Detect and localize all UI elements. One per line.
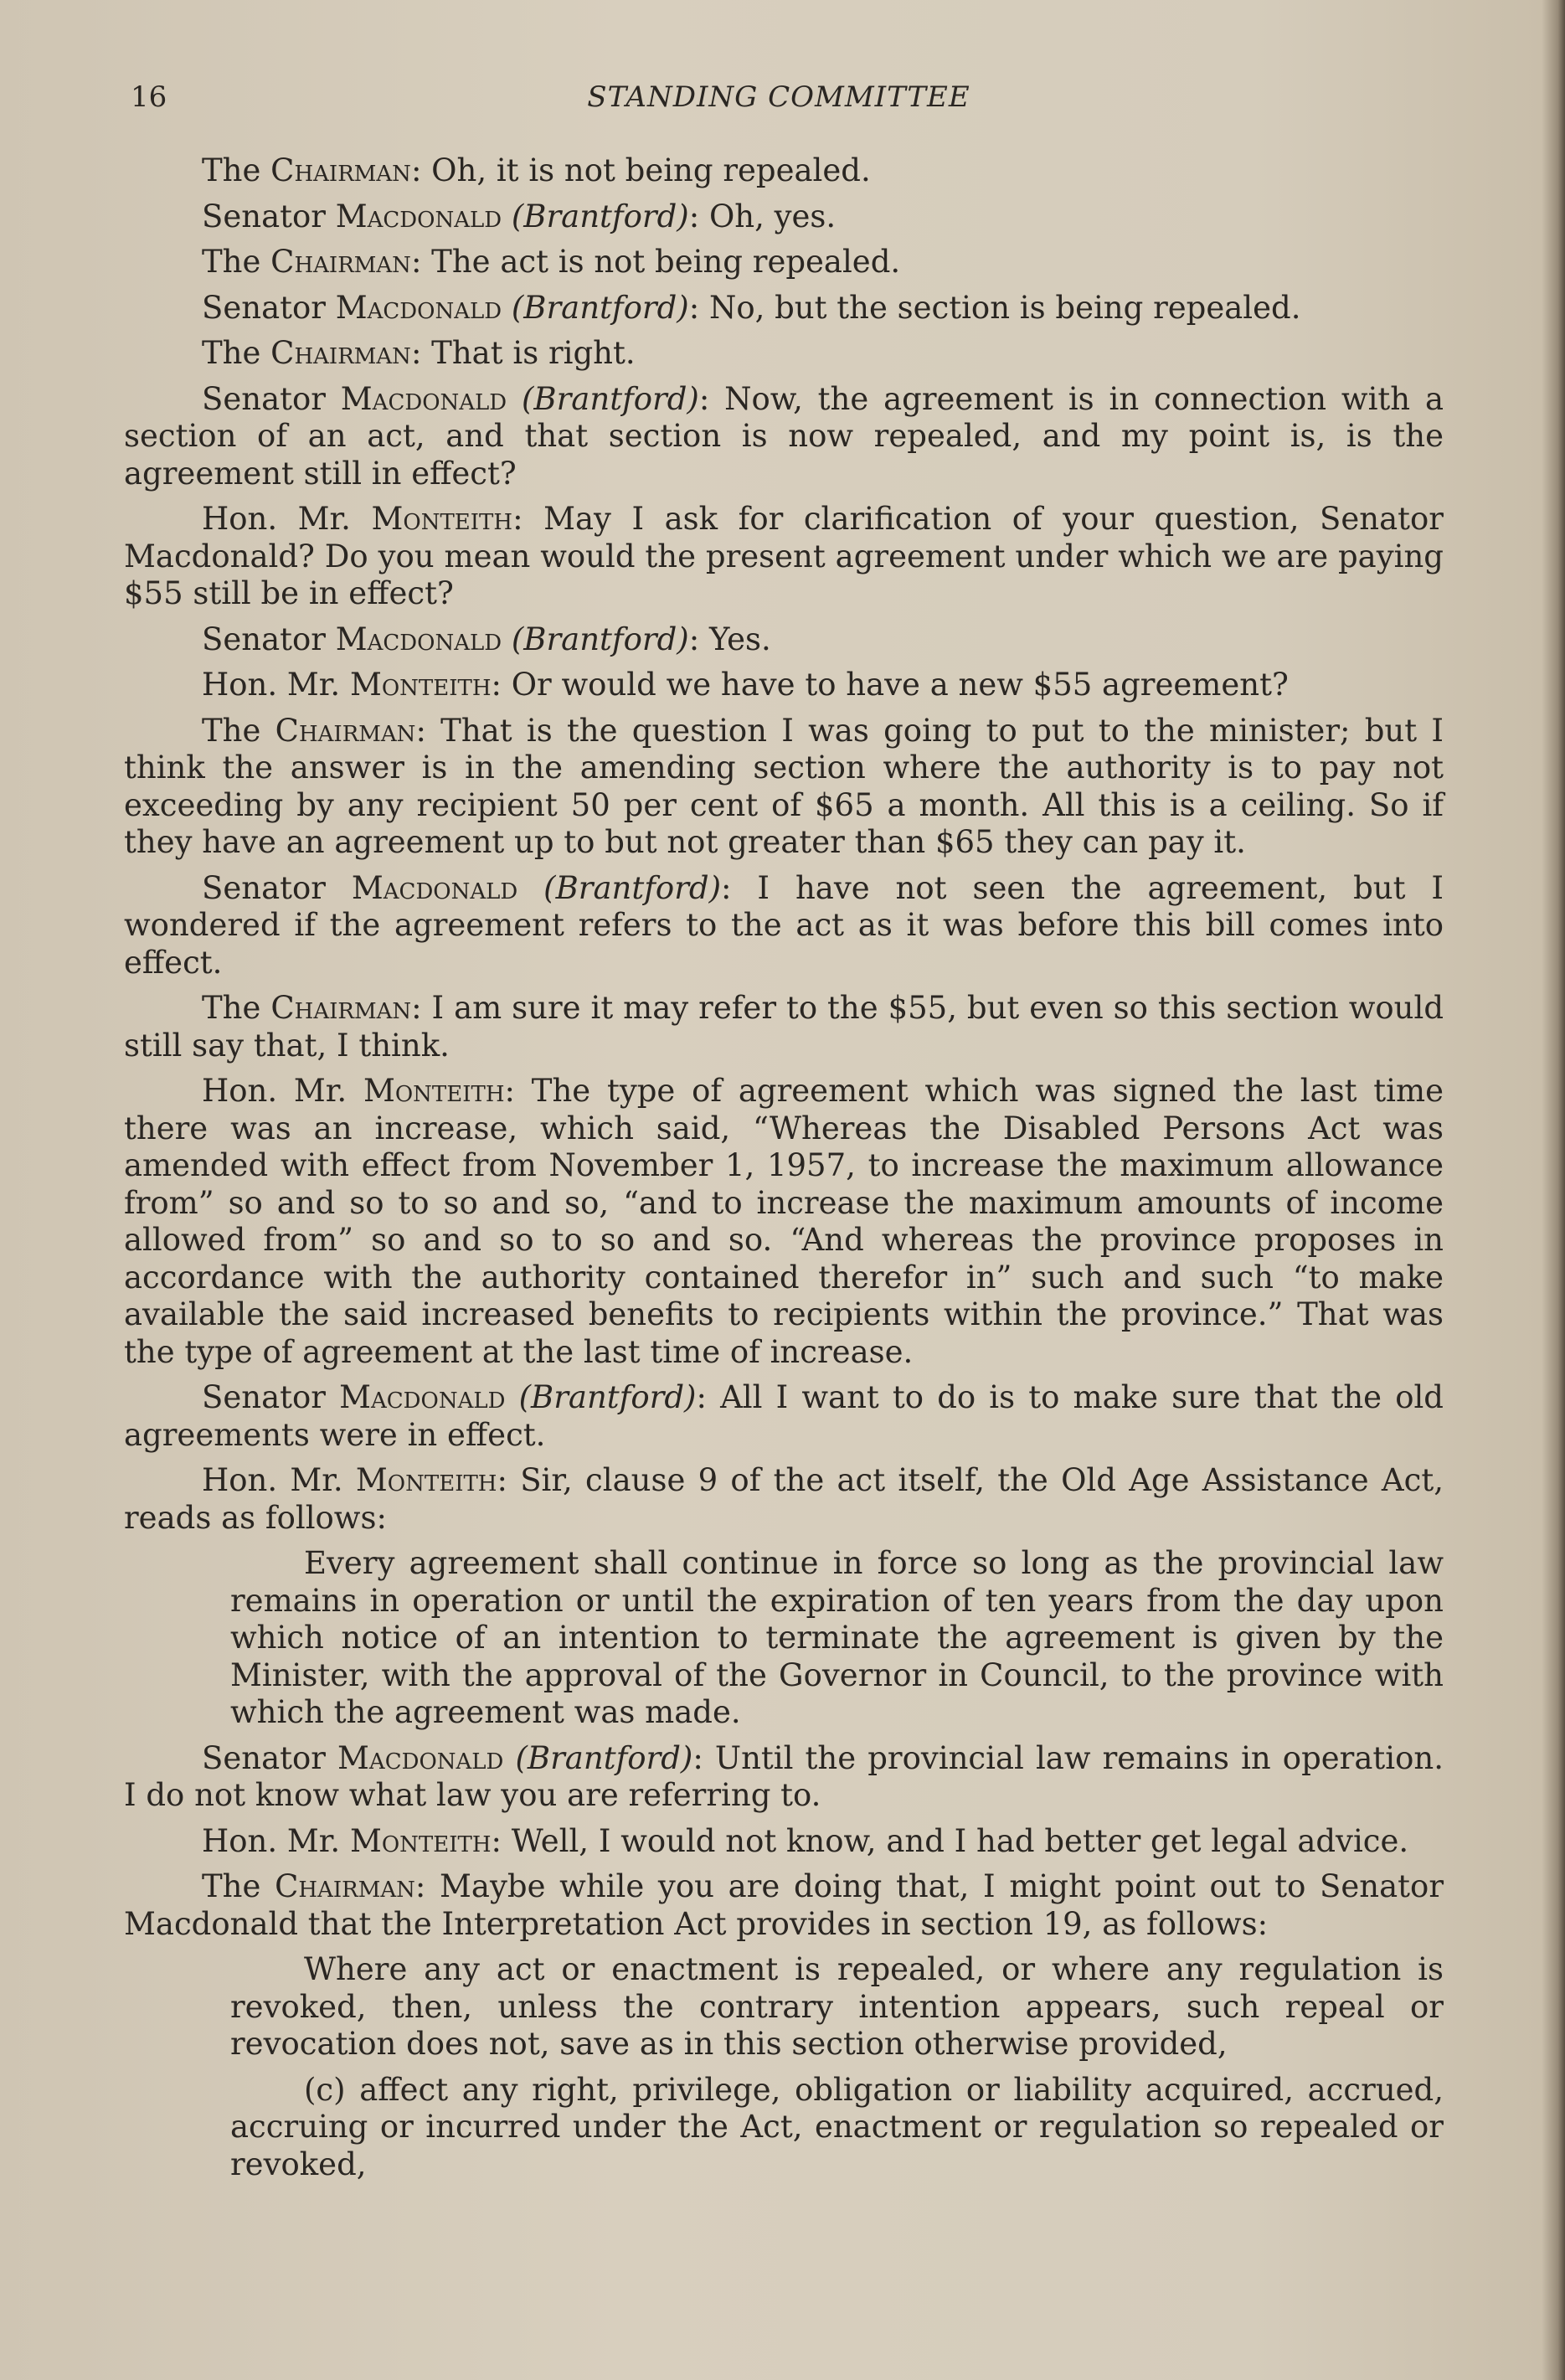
speaker-paragraph <box>124 667 1444 704</box>
speaker-title: The <box>202 1868 275 1904</box>
speaker-name: Chairman <box>270 335 411 371</box>
speaker-name: Macdonald <box>335 621 502 657</box>
transcript-body <box>124 152 1444 2183</box>
speaker-paragraph <box>124 870 1444 982</box>
speaker-paragraph <box>124 1868 1444 1943</box>
speaker-name: Chairman <box>275 1868 415 1904</box>
speaker-title: The <box>202 712 275 749</box>
dialogue-block-2 <box>124 1740 1444 1944</box>
speaker-affiliation: (Brantford) <box>522 380 699 417</box>
speaker-paragraph <box>124 1462 1444 1537</box>
page-edge-shadow <box>1542 0 1565 2380</box>
speaker-name: Macdonald <box>335 198 502 234</box>
speaker-name: Monteith <box>349 1822 492 1859</box>
spoken-text: : Yes. <box>688 621 771 657</box>
speaker-affiliation: (Brantford) <box>511 289 689 326</box>
spoken-text: : That is right. <box>410 335 636 371</box>
speaker-paragraph <box>124 152 1444 190</box>
quoted-clause-9: Every agreement shall continue in force so long as the provincial law remains in operation or until the expiration of ten years from the day upon which notice of an intention to terminate the agreement is given by the Minister, with the approval of the Governor in Council, to the province with which the agreement was made. <box>230 1545 1444 1730</box>
speaker-affiliation: (Brantford) <box>518 1379 697 1415</box>
spoken-text: : Well, I would not know, and I had better get legal advice. <box>491 1822 1409 1859</box>
speaker-title: Senator <box>202 198 336 234</box>
speaker-paragraph <box>124 1740 1444 1815</box>
speaker-paragraph <box>124 290 1444 327</box>
speaker-title: Hon. Mr. <box>202 501 372 537</box>
page-header <box>126 80 1432 122</box>
speaker-name: Macdonald <box>339 1379 506 1415</box>
speaker-title: The <box>202 244 271 280</box>
spoken-text: : That is the question I was going to put to the minister; but I think the answer is in the amending section where the authority is to pay not exceeding by any recipient 50 per cent of $65 a month. All this is a ceiling. So if they have an agreement up to but not greater than $65 they can pay it. <box>124 712 1444 860</box>
speaker-title: Senator <box>202 1379 340 1415</box>
speaker-paragraph <box>124 501 1444 613</box>
speaker-paragraph <box>124 244 1444 281</box>
speaker-title: The <box>202 990 271 1026</box>
spoken-text: : Oh, yes. <box>688 198 837 234</box>
spoken-text: : The act is not being repealed. <box>410 244 901 280</box>
speaker-paragraph <box>124 1073 1444 1371</box>
speaker-title: The <box>202 335 271 371</box>
spoken-text: : Now, the agreement is in connection with a section of an act, and that section is now repealed, and my point is, is the agreement still in effect? <box>124 380 1444 492</box>
speaker-name: Macdonald <box>337 1739 504 1776</box>
speaker-name: Chairman <box>270 152 411 188</box>
speaker-affiliation: (Brantford) <box>543 869 722 906</box>
speaker-paragraph <box>124 1823 1444 1861</box>
spoken-text: : I am sure it may refer to the $55, but even so this section would still say that, I think. <box>124 990 1444 1064</box>
spoken-text: : No, but the section is being repealed. <box>688 289 1301 326</box>
spoken-text: : All I want to do is to make sure that the old agreements were in effect. <box>124 1379 1444 1453</box>
spoken-text: : Or would we have to have a new $55 agreement? <box>491 667 1289 703</box>
speaker-name: Monteith <box>349 667 492 703</box>
speaker-affiliation: (Brantford) <box>511 621 689 657</box>
speaker-paragraph <box>124 198 1444 236</box>
spoken-text: : Until the provincial law remains in operation. I do not know what law you are referring to. <box>124 1739 1444 1813</box>
speaker-paragraph <box>124 1379 1444 1454</box>
speaker-title: Hon. Mr. <box>202 1822 350 1859</box>
speaker-title: Hon. Mr. <box>202 1462 356 1498</box>
speaker-title: Senator <box>202 380 341 417</box>
speaker-name: Chairman <box>270 990 412 1026</box>
speaker-name: Chairman <box>275 712 416 749</box>
speaker-affiliation: (Brantford) <box>515 1739 693 1776</box>
speaker-name: Monteith <box>363 1073 505 1109</box>
spoken-text: : Maybe while you are doing that, I might point out to Senator Macdonald that the Interpretation Act provides in section 19, as follows: <box>124 1868 1444 1942</box>
speaker-name: Monteith <box>371 501 513 537</box>
speaker-name: Chairman <box>270 244 411 280</box>
speaker-title: Hon. Mr. <box>202 1073 363 1109</box>
speaker-name: Macdonald <box>351 869 518 906</box>
speaker-paragraph <box>124 335 1444 373</box>
spoken-text: : Sir, clause 9 of the act itself, the Old Age Assistance Act, reads as follows: <box>124 1462 1444 1536</box>
speaker-paragraph <box>124 381 1444 493</box>
speaker-title: Senator <box>202 1739 338 1776</box>
page-number: 16 <box>131 80 167 114</box>
dialogue-block-1 <box>124 152 1444 1537</box>
running-title: STANDING COMMITTEE <box>587 80 970 114</box>
spoken-text: : May I ask for clarification of your question, Senator Macdonald? Do you mean would the present agreement under which we are paying $55 still be in effect? <box>124 501 1444 611</box>
speaker-title: Senator <box>202 621 336 657</box>
speaker-name: Macdonald <box>340 380 507 417</box>
speaker-affiliation: (Brantford) <box>511 198 689 234</box>
speaker-paragraph <box>124 713 1444 862</box>
quoted-section-19: Where any act or enactment is repealed, or where any regulation is revoked, then, unless the contrary intention appears, such repeal or revocation does not, save as in this section otherwise provided, <box>230 1951 1444 2062</box>
spoken-text: : I have not seen the agreement, but I wondered if the agreement refers to the act as it was before this bill comes into effect. <box>124 869 1444 981</box>
speaker-title: Hon. Mr. <box>202 667 350 703</box>
spoken-text: : The type of agreement which was signed the last time there was an increase, which said, “Whereas the Disabled Persons Act was amended with effect from November 1, 1957, to increase the maximum allowance from” so and so to so and so, “and to increase the maximum amounts of income allowed from” so and so to so and so. “And whereas the province proposes in accordance with the authority contained therefor in” such and such “to make available the said increased benefits to recipients within the province.” That was the type of agreement at the last time of increase. <box>124 1073 1444 1370</box>
speaker-paragraph <box>124 621 1444 659</box>
speaker-paragraph <box>124 990 1444 1064</box>
quoted-subclause-c: (c) affect any right, privilege, obligation or liability acquired, accrued, accruing or incurred under the Act, enactment or regulation so repealed or revoked, <box>230 2071 1444 2182</box>
spoken-text: : Oh, it is not being repealed. <box>410 152 871 188</box>
speaker-title: Senator <box>202 289 336 326</box>
speaker-title: Senator <box>202 869 352 906</box>
speaker-name: Macdonald <box>335 289 502 326</box>
speaker-title: The <box>202 152 271 188</box>
speaker-name: Monteith <box>355 1462 497 1498</box>
